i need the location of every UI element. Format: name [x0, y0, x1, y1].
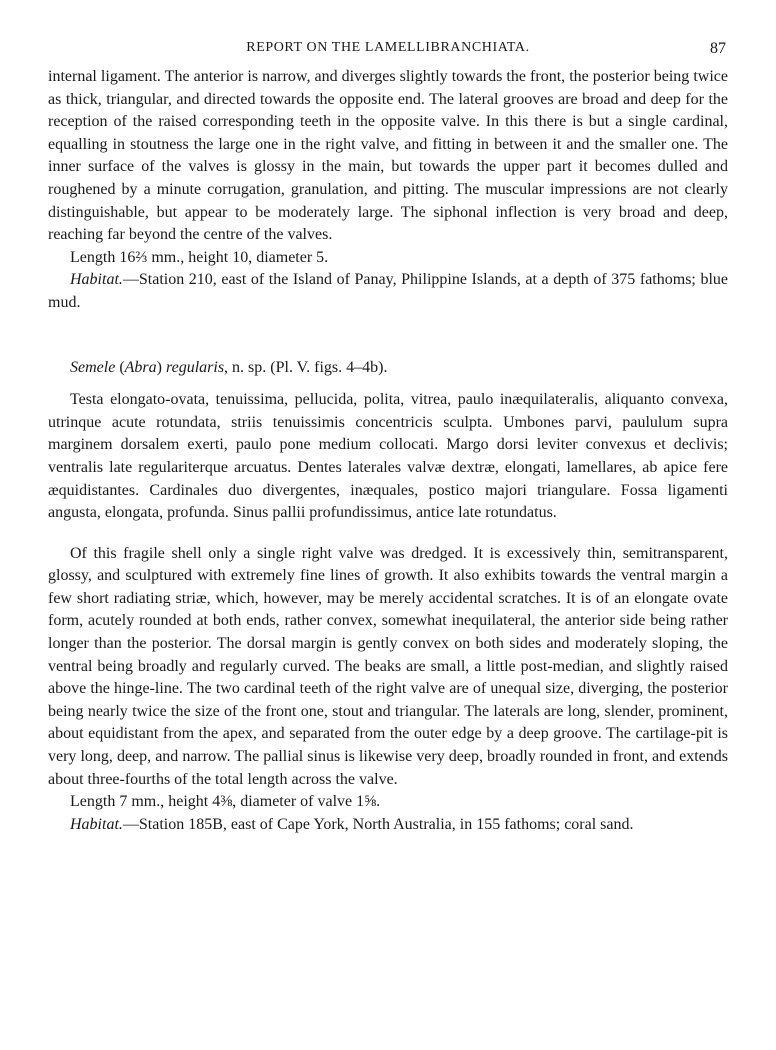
english-description: Of this fragile shell only a single right valve was dredged. It is excessively thin, semitransparent, glossy, and sculptured with extremely fine lines of growth. It also exhibits towards the ventral margin a few short radiating striæ, which, however, may be merely accidental scratches. It is of an elongate ovate form, acutely rounded at both ends, rather convex, somewhat inequilateral, the anterior side being rather longer than the posterior. The dorsal margin is gently convex on both sides and moderately sloping, the ventral being broadly and regularly curved. The beaks are small, a little post-median, and slightly raised above the hinge-line. The two cardinal teeth of the right valve are of unequal size, diverging, the posterior being nearly twice the size of the front one, stout and triangular. The laterals are long, slender, prominent, about equidistant from the apex, and separated from the outer edge by a deep groove. The cartilage-pit is very long, deep, and narrow. The pallial sinus is likewise very deep, broadly rounded in front, and extends about three-fourths of the total length across the valve.: [48, 544, 728, 788]
continued-description: internal ligament. The anterior is narrow, and diverges slightly towards the front, the posterior being twice as thick, triangular, and directed towards the opposite end. The lateral grooves are broad and deep for the reception of the raised corresponding teeth in the opposite valve. In this there is but a single cardinal, equalling in stoutness the large one in the right valve, and fitting in between it and the smaller one. The inner surface of the valves is glossy in the main, but towards the upper part it becomes dulled and roughened by a minute corrugation, granulation, and pitting. The muscular impressions are not clearly distinguishable, but appear to be moderately large. The siphonal inflection is very broad and deep, reaching far beyond the centre of the valves.: [48, 68, 728, 244]
page: [48, 40, 728, 836]
species-authority: , n. sp. (Pl. V. figs. 4–4b).: [224, 358, 388, 376]
dimensions-text: Length 16⅔ mm., height 10, diameter 5.: [70, 248, 329, 266]
habitat-text: —Station 210, east of the Island of Panay, Philippine Islands, at a depth of 375 fathoms; blue mud.: [48, 271, 728, 311]
species-habitat-paragraph: [48, 814, 728, 837]
species-dimensions-paragraph: [48, 791, 728, 814]
species-epithet: regularis: [165, 358, 225, 376]
habitat-paragraph: [48, 269, 728, 314]
page-number: 87: [710, 40, 726, 57]
dimensions-paragraph: [48, 247, 728, 270]
species-habitat-text: —Station 185B, east of Cape York, North Australia, in 155 fathoms; coral sand.: [122, 815, 634, 833]
habitat-label: Habitat.: [70, 271, 123, 289]
running-title: REPORT ON THE LAMELLIBRANCHIATA.: [246, 40, 530, 55]
running-header: [48, 40, 728, 66]
subgenus-name: Abra: [124, 358, 157, 376]
species-heading: Semele (Abra) regularis, n. sp. (Pl. V. figs. 4–4b).: [70, 358, 388, 376]
latin-description: Testa elongato-ovata, tenuissima, pellucida, polita, vitrea, paulo inæquilateralis, aliquanto convexa, utrinque acute rotundata, striis tenuissimis concentricis sculpta. Umbones parvi, paululum supra marginem dorsalem exerti, paulo pone medium collocati. Margo dorsi leviter convexus et declivis; ventralis late regulariterque arcuatus. Dentes laterales valvæ dextræ, elongati, lamellares, ab apice fere æquidistantes. Cardinales duo divergentes, inæquales, postico majori triangulare. Fossa ligamenti angusta, elongata, profunda. Sinus pallii profundissimus, antice late rotundatus.: [48, 391, 728, 522]
genus-name: Semele: [70, 358, 116, 376]
species-habitat-label: Habitat.: [70, 815, 123, 833]
species-dimensions-text: Length 7 mm., height 4⅜, diameter of valve 1⅝.: [70, 793, 381, 811]
